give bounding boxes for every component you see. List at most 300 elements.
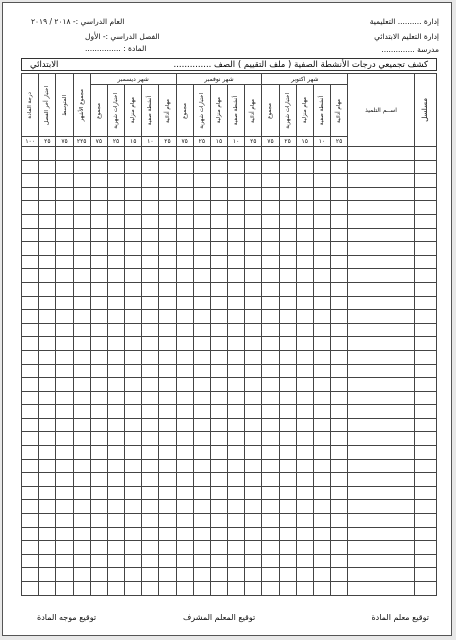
grade-cell[interactable] [159, 228, 176, 242]
grade-cell[interactable] [245, 337, 262, 351]
grade-cell[interactable] [228, 310, 245, 324]
grade-cell[interactable] [73, 255, 90, 269]
grade-cell[interactable] [193, 242, 210, 256]
grade-cell[interactable] [107, 201, 124, 215]
grade-cell[interactable] [73, 473, 90, 487]
grade-cell[interactable] [142, 582, 159, 596]
student-name-cell[interactable] [348, 541, 415, 555]
grade-cell[interactable] [210, 214, 227, 228]
serial-cell[interactable] [414, 269, 436, 283]
grade-cell[interactable] [245, 242, 262, 256]
grade-cell[interactable] [331, 242, 348, 256]
student-name-cell[interactable] [348, 187, 415, 201]
grade-cell[interactable] [56, 310, 73, 324]
serial-cell[interactable] [414, 459, 436, 473]
grade-cell[interactable] [142, 364, 159, 378]
grade-cell[interactable] [107, 378, 124, 392]
grade-cell[interactable] [262, 160, 279, 174]
serial-cell[interactable] [414, 582, 436, 596]
grade-cell[interactable] [22, 201, 39, 215]
grade-cell[interactable] [193, 541, 210, 555]
serial-cell[interactable] [414, 323, 436, 337]
grade-cell[interactable] [73, 582, 90, 596]
grade-cell[interactable] [245, 527, 262, 541]
grade-cell[interactable] [142, 405, 159, 419]
serial-cell[interactable] [414, 473, 436, 487]
grade-cell[interactable] [73, 432, 90, 446]
student-name-cell[interactable] [348, 269, 415, 283]
grade-cell[interactable] [210, 160, 227, 174]
grade-cell[interactable] [331, 527, 348, 541]
grade-cell[interactable] [107, 187, 124, 201]
grade-cell[interactable] [193, 214, 210, 228]
grade-cell[interactable] [210, 310, 227, 324]
grade-cell[interactable] [331, 201, 348, 215]
grade-cell[interactable] [56, 391, 73, 405]
grade-cell[interactable] [279, 418, 296, 432]
grade-cell[interactable] [228, 269, 245, 283]
grade-cell[interactable] [279, 282, 296, 296]
grade-cell[interactable] [296, 432, 313, 446]
grade-cell[interactable] [90, 310, 107, 324]
grade-cell[interactable] [56, 282, 73, 296]
grade-cell[interactable] [22, 337, 39, 351]
grade-cell[interactable] [313, 296, 330, 310]
grade-cell[interactable] [142, 541, 159, 555]
grade-cell[interactable] [39, 269, 56, 283]
grade-cell[interactable] [159, 147, 176, 161]
grade-cell[interactable] [90, 364, 107, 378]
grade-cell[interactable] [262, 296, 279, 310]
grade-cell[interactable] [313, 554, 330, 568]
grade-cell[interactable] [279, 391, 296, 405]
grade-cell[interactable] [22, 242, 39, 256]
grade-cell[interactable] [107, 541, 124, 555]
student-name-cell[interactable] [348, 486, 415, 500]
grade-cell[interactable] [228, 350, 245, 364]
grade-cell[interactable] [262, 527, 279, 541]
grade-cell[interactable] [22, 554, 39, 568]
grade-cell[interactable] [313, 282, 330, 296]
grade-cell[interactable] [262, 405, 279, 419]
grade-cell[interactable] [331, 418, 348, 432]
grade-cell[interactable] [73, 541, 90, 555]
grade-cell[interactable] [262, 432, 279, 446]
grade-cell[interactable] [262, 459, 279, 473]
grade-cell[interactable] [245, 160, 262, 174]
grade-cell[interactable] [56, 582, 73, 596]
grade-cell[interactable] [73, 242, 90, 256]
grade-cell[interactable] [193, 350, 210, 364]
serial-cell[interactable] [414, 527, 436, 541]
serial-cell[interactable] [414, 418, 436, 432]
grade-cell[interactable] [22, 378, 39, 392]
grade-cell[interactable] [107, 228, 124, 242]
grade-cell[interactable] [279, 269, 296, 283]
grade-cell[interactable] [176, 554, 193, 568]
grade-cell[interactable] [107, 364, 124, 378]
grade-cell[interactable] [313, 174, 330, 188]
grade-cell[interactable] [279, 350, 296, 364]
grade-cell[interactable] [125, 255, 142, 269]
student-name-cell[interactable] [348, 174, 415, 188]
grade-cell[interactable] [210, 527, 227, 541]
grade-cell[interactable] [159, 282, 176, 296]
grade-cell[interactable] [73, 310, 90, 324]
grade-cell[interactable] [142, 269, 159, 283]
grade-cell[interactable] [331, 214, 348, 228]
grade-cell[interactable] [313, 405, 330, 419]
grade-cell[interactable] [245, 228, 262, 242]
serial-cell[interactable] [414, 160, 436, 174]
grade-cell[interactable] [159, 459, 176, 473]
grade-cell[interactable] [331, 147, 348, 161]
grade-cell[interactable] [22, 364, 39, 378]
grade-cell[interactable] [296, 459, 313, 473]
grade-cell[interactable] [331, 514, 348, 528]
grade-cell[interactable] [142, 214, 159, 228]
grade-cell[interactable] [193, 174, 210, 188]
grade-cell[interactable] [228, 418, 245, 432]
grade-cell[interactable] [313, 473, 330, 487]
grade-cell[interactable] [296, 228, 313, 242]
student-name-cell[interactable] [348, 282, 415, 296]
grade-cell[interactable] [210, 418, 227, 432]
grade-cell[interactable] [193, 296, 210, 310]
grade-cell[interactable] [125, 473, 142, 487]
grade-cell[interactable] [296, 378, 313, 392]
grade-cell[interactable] [262, 582, 279, 596]
grade-cell[interactable] [142, 147, 159, 161]
grade-cell[interactable] [313, 310, 330, 324]
grade-cell[interactable] [228, 486, 245, 500]
grade-cell[interactable] [262, 486, 279, 500]
grade-cell[interactable] [210, 269, 227, 283]
grade-cell[interactable] [313, 228, 330, 242]
grade-cell[interactable] [22, 296, 39, 310]
grade-cell[interactable] [296, 527, 313, 541]
grade-cell[interactable] [159, 568, 176, 582]
grade-cell[interactable] [107, 296, 124, 310]
grade-cell[interactable] [193, 378, 210, 392]
grade-cell[interactable] [245, 310, 262, 324]
grade-cell[interactable] [262, 255, 279, 269]
grade-cell[interactable] [142, 310, 159, 324]
grade-cell[interactable] [39, 214, 56, 228]
grade-cell[interactable] [193, 310, 210, 324]
grade-cell[interactable] [90, 282, 107, 296]
grade-cell[interactable] [39, 364, 56, 378]
grade-cell[interactable] [279, 174, 296, 188]
grade-cell[interactable] [210, 391, 227, 405]
grade-cell[interactable] [125, 391, 142, 405]
grade-cell[interactable] [159, 174, 176, 188]
grade-cell[interactable] [125, 527, 142, 541]
grade-cell[interactable] [210, 541, 227, 555]
grade-cell[interactable] [107, 242, 124, 256]
grade-cell[interactable] [210, 323, 227, 337]
grade-cell[interactable] [228, 201, 245, 215]
serial-cell[interactable] [414, 201, 436, 215]
grade-cell[interactable] [90, 418, 107, 432]
student-name-cell[interactable] [348, 337, 415, 351]
grade-cell[interactable] [228, 391, 245, 405]
grade-cell[interactable] [296, 446, 313, 460]
grade-cell[interactable] [142, 174, 159, 188]
grade-cell[interactable] [313, 378, 330, 392]
student-name-cell[interactable] [348, 255, 415, 269]
grade-cell[interactable] [159, 405, 176, 419]
grade-cell[interactable] [125, 269, 142, 283]
grade-cell[interactable] [90, 337, 107, 351]
grade-cell[interactable] [210, 337, 227, 351]
grade-cell[interactable] [90, 541, 107, 555]
grade-cell[interactable] [90, 554, 107, 568]
serial-cell[interactable] [414, 541, 436, 555]
grade-cell[interactable] [210, 174, 227, 188]
grade-cell[interactable] [39, 228, 56, 242]
grade-cell[interactable] [296, 486, 313, 500]
student-name-cell[interactable] [348, 391, 415, 405]
grade-cell[interactable] [107, 527, 124, 541]
grade-cell[interactable] [245, 364, 262, 378]
grade-cell[interactable] [279, 337, 296, 351]
student-name-cell[interactable] [348, 554, 415, 568]
grade-cell[interactable] [56, 323, 73, 337]
grade-cell[interactable] [125, 418, 142, 432]
grade-cell[interactable] [39, 418, 56, 432]
grade-cell[interactable] [262, 269, 279, 283]
grade-cell[interactable] [210, 554, 227, 568]
grade-cell[interactable] [159, 201, 176, 215]
grade-cell[interactable] [56, 147, 73, 161]
grade-cell[interactable] [90, 514, 107, 528]
grade-cell[interactable] [39, 337, 56, 351]
grade-cell[interactable] [90, 432, 107, 446]
grade-cell[interactable] [125, 201, 142, 215]
grade-cell[interactable] [313, 160, 330, 174]
grade-cell[interactable] [176, 147, 193, 161]
grade-cell[interactable] [176, 350, 193, 364]
grade-cell[interactable] [279, 500, 296, 514]
student-name-cell[interactable] [348, 432, 415, 446]
grade-cell[interactable] [159, 160, 176, 174]
grade-cell[interactable] [176, 500, 193, 514]
grade-cell[interactable] [279, 568, 296, 582]
grade-cell[interactable] [90, 568, 107, 582]
grade-cell[interactable] [73, 459, 90, 473]
grade-cell[interactable] [228, 228, 245, 242]
grade-cell[interactable] [107, 514, 124, 528]
grade-cell[interactable] [39, 514, 56, 528]
student-name-cell[interactable] [348, 582, 415, 596]
grade-cell[interactable] [296, 201, 313, 215]
grade-cell[interactable] [142, 242, 159, 256]
grade-cell[interactable] [159, 323, 176, 337]
grade-cell[interactable] [56, 255, 73, 269]
grade-cell[interactable] [176, 568, 193, 582]
grade-cell[interactable] [125, 296, 142, 310]
grade-cell[interactable] [331, 174, 348, 188]
grade-cell[interactable] [39, 554, 56, 568]
grade-cell[interactable] [22, 418, 39, 432]
grade-cell[interactable] [296, 242, 313, 256]
grade-cell[interactable] [228, 187, 245, 201]
grade-cell[interactable] [39, 160, 56, 174]
grade-cell[interactable] [228, 514, 245, 528]
grade-cell[interactable] [125, 174, 142, 188]
grade-cell[interactable] [56, 378, 73, 392]
grade-cell[interactable] [56, 500, 73, 514]
grade-cell[interactable] [313, 568, 330, 582]
grade-cell[interactable] [159, 364, 176, 378]
serial-cell[interactable] [414, 378, 436, 392]
grade-cell[interactable] [176, 255, 193, 269]
grade-cell[interactable] [22, 214, 39, 228]
grade-cell[interactable] [279, 527, 296, 541]
grade-cell[interactable] [245, 405, 262, 419]
grade-cell[interactable] [331, 310, 348, 324]
grade-cell[interactable] [262, 473, 279, 487]
grade-cell[interactable] [313, 432, 330, 446]
grade-cell[interactable] [125, 242, 142, 256]
grade-cell[interactable] [228, 554, 245, 568]
grade-cell[interactable] [262, 214, 279, 228]
grade-cell[interactable] [245, 514, 262, 528]
grade-cell[interactable] [193, 554, 210, 568]
grade-cell[interactable] [279, 201, 296, 215]
grade-cell[interactable] [176, 269, 193, 283]
grade-cell[interactable] [56, 446, 73, 460]
grade-cell[interactable] [56, 459, 73, 473]
student-name-cell[interactable] [348, 160, 415, 174]
grade-cell[interactable] [125, 514, 142, 528]
grade-cell[interactable] [193, 405, 210, 419]
grade-cell[interactable] [22, 187, 39, 201]
grade-cell[interactable] [228, 364, 245, 378]
serial-cell[interactable] [414, 255, 436, 269]
grade-cell[interactable] [107, 255, 124, 269]
grade-cell[interactable] [56, 554, 73, 568]
grade-cell[interactable] [142, 432, 159, 446]
grade-cell[interactable] [176, 310, 193, 324]
grade-cell[interactable] [210, 364, 227, 378]
grade-cell[interactable] [159, 296, 176, 310]
grade-cell[interactable] [228, 255, 245, 269]
grade-cell[interactable] [107, 350, 124, 364]
grade-cell[interactable] [228, 242, 245, 256]
student-name-cell[interactable] [348, 405, 415, 419]
grade-cell[interactable] [296, 391, 313, 405]
grade-cell[interactable] [39, 527, 56, 541]
grade-cell[interactable] [107, 147, 124, 161]
grade-cell[interactable] [210, 568, 227, 582]
grade-cell[interactable] [142, 323, 159, 337]
grade-cell[interactable] [176, 323, 193, 337]
grade-cell[interactable] [56, 473, 73, 487]
grade-cell[interactable] [296, 541, 313, 555]
grade-cell[interactable] [296, 174, 313, 188]
grade-cell[interactable] [313, 364, 330, 378]
grade-cell[interactable] [90, 160, 107, 174]
grade-cell[interactable] [90, 500, 107, 514]
grade-cell[interactable] [176, 337, 193, 351]
grade-cell[interactable] [228, 282, 245, 296]
grade-cell[interactable] [296, 269, 313, 283]
grade-cell[interactable] [331, 582, 348, 596]
grade-cell[interactable] [107, 418, 124, 432]
grade-cell[interactable] [210, 242, 227, 256]
grade-cell[interactable] [159, 514, 176, 528]
grade-cell[interactable] [90, 473, 107, 487]
grade-cell[interactable] [245, 187, 262, 201]
student-name-cell[interactable] [348, 446, 415, 460]
grade-cell[interactable] [56, 514, 73, 528]
grade-cell[interactable] [313, 201, 330, 215]
grade-cell[interactable] [262, 350, 279, 364]
grade-cell[interactable] [296, 282, 313, 296]
student-name-cell[interactable] [348, 473, 415, 487]
serial-cell[interactable] [414, 500, 436, 514]
grade-cell[interactable] [331, 459, 348, 473]
student-name-cell[interactable] [348, 378, 415, 392]
grade-cell[interactable] [313, 187, 330, 201]
grade-cell[interactable] [331, 187, 348, 201]
serial-cell[interactable] [414, 187, 436, 201]
grade-cell[interactable] [245, 446, 262, 460]
serial-cell[interactable] [414, 147, 436, 161]
grade-cell[interactable] [159, 486, 176, 500]
grade-cell[interactable] [176, 582, 193, 596]
grade-cell[interactable] [331, 337, 348, 351]
grade-cell[interactable] [331, 378, 348, 392]
grade-cell[interactable] [296, 323, 313, 337]
serial-cell[interactable] [414, 486, 436, 500]
grade-cell[interactable] [210, 296, 227, 310]
grade-cell[interactable] [313, 527, 330, 541]
grade-cell[interactable] [107, 582, 124, 596]
grade-cell[interactable] [331, 255, 348, 269]
grade-cell[interactable] [296, 187, 313, 201]
grade-cell[interactable] [279, 459, 296, 473]
grade-cell[interactable] [228, 296, 245, 310]
grade-cell[interactable] [22, 147, 39, 161]
grade-cell[interactable] [159, 582, 176, 596]
grade-cell[interactable] [193, 459, 210, 473]
student-name-cell[interactable] [348, 323, 415, 337]
serial-cell[interactable] [414, 405, 436, 419]
grade-cell[interactable] [39, 582, 56, 596]
grade-cell[interactable] [262, 201, 279, 215]
grade-cell[interactable] [279, 214, 296, 228]
grade-cell[interactable] [210, 255, 227, 269]
grade-cell[interactable] [331, 269, 348, 283]
grade-cell[interactable] [279, 432, 296, 446]
grade-cell[interactable] [228, 147, 245, 161]
serial-cell[interactable] [414, 228, 436, 242]
grade-cell[interactable] [193, 228, 210, 242]
grade-cell[interactable] [228, 378, 245, 392]
grade-cell[interactable] [210, 486, 227, 500]
grade-cell[interactable] [142, 446, 159, 460]
grade-cell[interactable] [331, 160, 348, 174]
grade-cell[interactable] [73, 160, 90, 174]
grade-cell[interactable] [228, 568, 245, 582]
grade-cell[interactable] [107, 432, 124, 446]
grade-cell[interactable] [73, 378, 90, 392]
grade-cell[interactable] [331, 350, 348, 364]
grade-cell[interactable] [39, 242, 56, 256]
